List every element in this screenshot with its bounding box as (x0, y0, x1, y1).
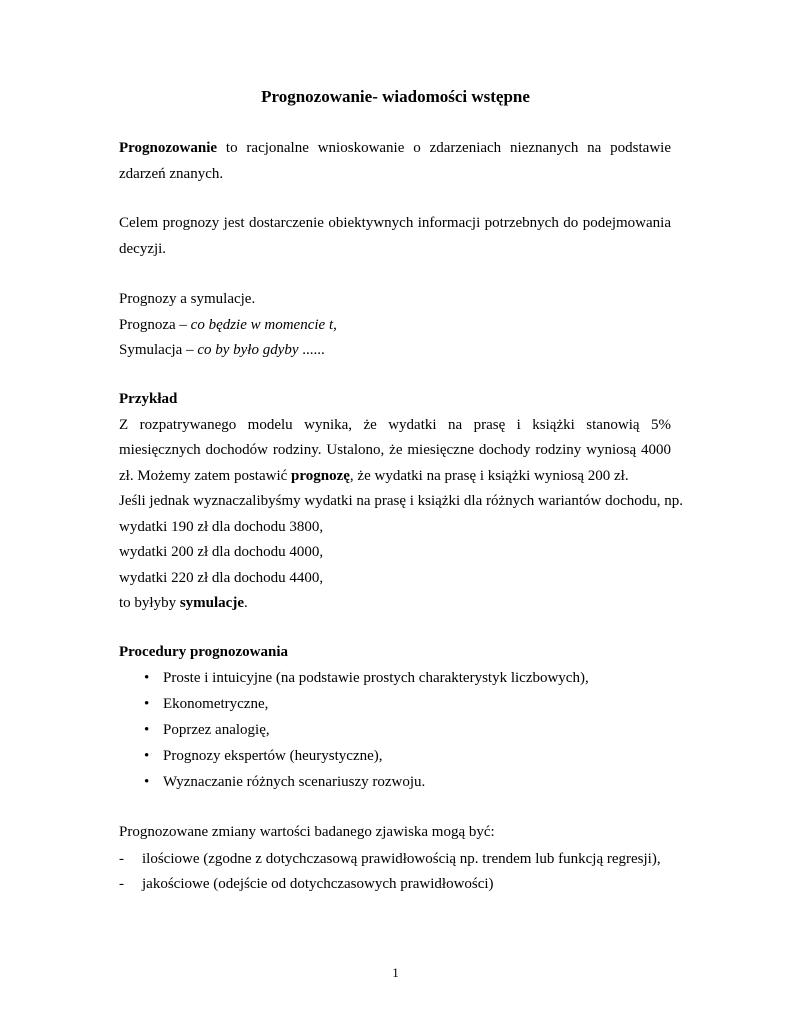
definition-paragraph (119, 136, 671, 187)
bullet-icon: • (144, 670, 150, 686)
procedures-heading-text: Procedury prognozowania (119, 644, 289, 660)
bullet-icon: • (144, 721, 150, 738)
bullet-icon: • (144, 695, 150, 712)
example-conclusion-after: . (244, 595, 248, 611)
comparison-heading: Prognozy a symulacje. (119, 291, 256, 307)
procedures-list (119, 666, 671, 796)
dash-marker: - (119, 876, 124, 892)
procedures-heading (119, 640, 671, 666)
example-p1-before: Z rozpatrywanego modelu wynika, że wydatki na prasę i książki stanowią 5% miesięcznych dochodów rodziny. Ustalono, że miesięczne dochody rodziny wyniosą 4000 zł. Możemy zatem postawić (119, 416, 671, 484)
list-item (119, 847, 679, 872)
bullet-icon: • (144, 773, 150, 790)
page-title: Prognozowanie- wiadomości wstępne (261, 87, 530, 106)
example-p1-bold: prognozę (291, 467, 350, 484)
changes-list (119, 847, 679, 897)
example-heading (119, 387, 671, 413)
definition-text: to racjonalne wnioskowanie o zdarzeniach nieznanych na podstawie zdarzeń znanych. (119, 140, 671, 182)
forecast-line (119, 313, 671, 339)
list-item (119, 744, 671, 770)
list-item-text: ilościowe (zgodne z dotychczasową prawidłowością np. trendem lub funkcją regresji), (142, 851, 661, 867)
goal-paragraph: Celem prognozy jest dostarczenie obiektywnych informacji potrzebnych do podejmowania decyzji. (119, 215, 671, 257)
example-paragraph-1 (119, 413, 671, 490)
forecast-end: , (333, 316, 337, 333)
list-item (119, 692, 671, 718)
page-number: 1 (392, 965, 399, 980)
comparison-section (119, 287, 671, 364)
dash-marker: - (119, 851, 124, 867)
definition-term: Prognozowanie (119, 140, 218, 156)
list-item-text: Poprzez analogię, (163, 721, 270, 738)
example-conclusion-bold: symulacje (179, 595, 244, 611)
simulation-text: co by było gdyby (197, 342, 299, 358)
list-item (119, 872, 679, 897)
example-variant: wydatki 200 zł dla dochodu 4000, (119, 544, 324, 560)
list-item (119, 666, 671, 692)
simulation-end: ...... (298, 342, 325, 358)
list-item-text: Prognozy ekspertów (heurystyczne), (163, 747, 383, 764)
example-paragraph-2: Jeśli jednak wyznaczalibyśmy wydatki na prasę i książki dla różnych wariantów dochodu, np. (119, 493, 684, 509)
example-variant: wydatki 220 zł dla dochodu 4400, (119, 569, 324, 586)
list-item-text: Ekonometryczne, (163, 695, 269, 712)
example-variant: wydatki 190 zł dla dochodu 3800, (119, 518, 324, 535)
example-conclusion (119, 591, 671, 617)
forecast-text: co będzie w momencie t (190, 316, 334, 333)
example-p1-after: , że wydatki na prasę i książki wyniosą 200 zł. (349, 467, 629, 484)
list-item-text: jakościowe (odejście od dotychczasowych prawidłowości) (142, 876, 494, 892)
bullet-icon: • (144, 747, 150, 764)
list-item (119, 718, 671, 744)
changes-intro: Prognozowane zmiany wartości badanego zjawiska mogą być: (119, 824, 495, 840)
simulation-label: Symulacja – (119, 342, 198, 358)
simulation-line (119, 338, 671, 364)
list-item-text: Wyznaczanie różnych scenariuszy rozwoju. (163, 773, 426, 790)
example-heading-text: Przykład (119, 391, 178, 407)
list-item-text: Proste i intuicyjne (na podstawie prostych charakterystyk liczbowych), (163, 670, 589, 686)
forecast-label: Prognoza – (119, 316, 191, 333)
example-conclusion-before: to byłyby (119, 595, 180, 611)
list-item (119, 770, 671, 796)
example-section (119, 387, 684, 617)
